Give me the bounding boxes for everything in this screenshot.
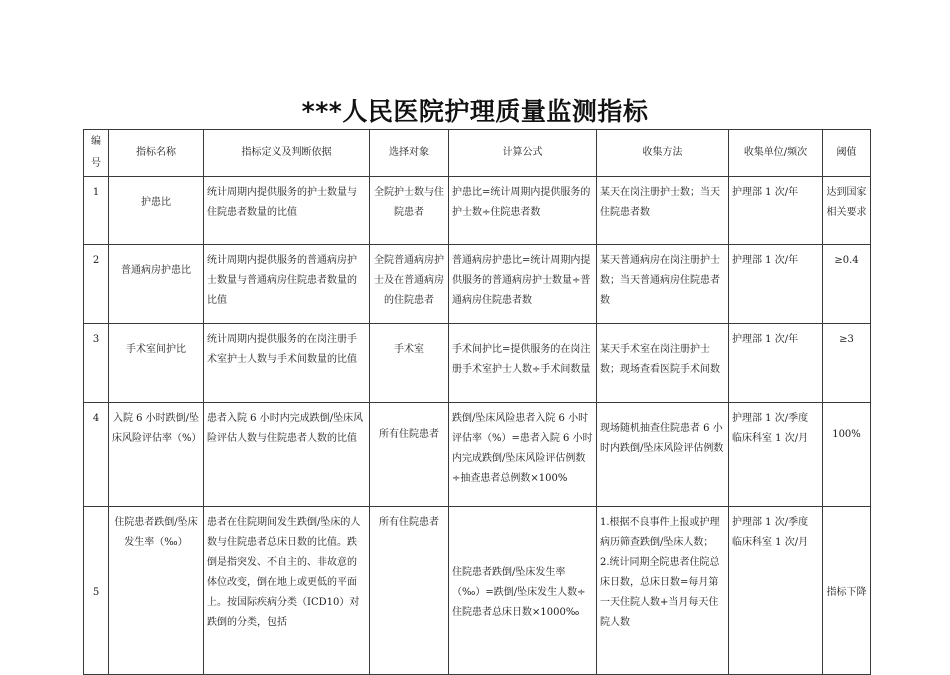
cell-no: 2 [84, 245, 109, 324]
cell-name: 入院 6 小时跌倒/坠床风险评估率（%） [109, 403, 204, 507]
header-name: 指标名称 [109, 130, 204, 177]
header-no: 编号 [84, 130, 109, 177]
header-threshold: 阈值 [823, 130, 871, 177]
cell-no: 1 [84, 177, 109, 245]
cell-threshold: 达到国家相关要求 [823, 177, 871, 245]
cell-threshold: ≥0.4 [823, 245, 871, 324]
cell-method: 某天普通病房在岗注册护士数；当天普通病房住院患者数 [597, 245, 729, 324]
cell-formula: 手术间护比=提供服务的在岗注册手术室护士人数÷手术间数量 [449, 324, 597, 403]
header-unit-frequency: 收集单位/频次 [729, 130, 823, 177]
cell-definition: 统计周期内提供服务的在岗注册手术室护士人数与手术间数量的比值 [204, 324, 370, 403]
cell-threshold: 100% [823, 403, 871, 507]
header-target: 选择对象 [370, 130, 449, 177]
table-row [84, 403, 871, 507]
unit-frequency-line: 护理部 1 次/季度 [732, 413, 809, 424]
cell-target: 全院普通病房护士及在普通病房的住院患者 [370, 245, 449, 324]
cell-formula: 护患比=统计周期内提供服务的护士数÷住院患者数 [449, 177, 597, 245]
cell-name: 护患比 [109, 177, 204, 245]
cell-definition: 统计周期内提供服务的护士数量与住院患者数量的比值 [204, 177, 370, 245]
table-row [84, 177, 871, 245]
method-line: 2.统计同期全院患者住院总床日数，总床日数=每月第一天住院人数+当月每天住院人数 [600, 557, 720, 628]
cell-no: 5 [84, 507, 109, 675]
quality-indicator-table [83, 129, 871, 675]
cell-threshold: 指标下降 [823, 507, 871, 675]
cell-method [597, 507, 729, 675]
cell-target: 所有住院患者 [370, 403, 449, 507]
cell-name: 普通病房护患比 [109, 245, 204, 324]
cell-threshold: ≥3 [823, 324, 871, 403]
cell-target: 手术室 [370, 324, 449, 403]
cell-target: 所有住院患者 [370, 507, 449, 675]
table-header-row [84, 130, 871, 177]
cell-no: 4 [84, 403, 109, 507]
cell-target: 全院护士数与住院患者 [370, 177, 449, 245]
cell-method: 某天手术室在岗注册护士数；现场查看医院手术间数 [597, 324, 729, 403]
unit-frequency-line: 临床科室 1 次/月 [732, 537, 809, 548]
unit-frequency-line: 临床科室 1 次/月 [732, 433, 809, 444]
table-row [84, 324, 871, 403]
header-method: 收集方法 [597, 130, 729, 177]
method-line: 1.根据不良事件上报或护理病历筛查跌倒/坠床人数； [600, 517, 720, 548]
cell-definition: 患者在住院期间发生跌倒/坠床的人数与住院患者总床日数的比值。跌倒是指突发、不自主的、非故意的体位改变，倒在地上或更低的平面上。按国际疾病分类（ICD10）对跌倒的分类，包括 [204, 507, 370, 675]
cell-formula: 跌倒/坠床风险患者入院 6 小时评估率（%）=患者入院 6 小时内完成跌倒/坠床风险评估例数÷抽查患者总例数×100% [449, 403, 597, 507]
cell-formula: 普通病房护患比=统计周期内提供服务的普通病房护士数量÷普通病房住院患者数 [449, 245, 597, 324]
cell-no: 3 [84, 324, 109, 403]
table-row [84, 245, 871, 324]
cell-unit-frequency: 护理部 1 次/年 [729, 177, 823, 245]
header-definition: 指标定义及判断依据 [204, 130, 370, 177]
cell-unit-frequency [729, 507, 823, 675]
cell-definition: 统计周期内提供服务的普通病房护士数量与普通病房住院患者数量的比值 [204, 245, 370, 324]
cell-definition: 患者入院 6 小时内完成跌倒/坠床风险评估人数与住院患者人数的比值 [204, 403, 370, 507]
cell-method: 现场随机抽查住院患者 6 小时内跌倒/坠床风险评估例数 [597, 403, 729, 507]
page-title: ***人民医院护理质量监测指标 [301, 97, 649, 126]
cell-unit-frequency: 护理部 1 次/年 [729, 245, 823, 324]
cell-unit-frequency: 护理部 1 次/年 [729, 324, 823, 403]
table-row [84, 507, 871, 675]
cell-name: 住院患者跌倒/坠床发生率（‰） [109, 507, 204, 675]
cell-method: 某天在岗注册护士数；当天住院患者数 [597, 177, 729, 245]
unit-frequency-line: 护理部 1 次/季度 [732, 517, 809, 528]
cell-name: 手术室间护比 [109, 324, 204, 403]
cell-unit-frequency [729, 403, 823, 507]
cell-formula: 住院患者跌倒/坠床发生率（‰）=跌倒/坠床发生人数÷住院患者总床日数×1000‰ [449, 507, 597, 675]
header-formula: 计算公式 [449, 130, 597, 177]
